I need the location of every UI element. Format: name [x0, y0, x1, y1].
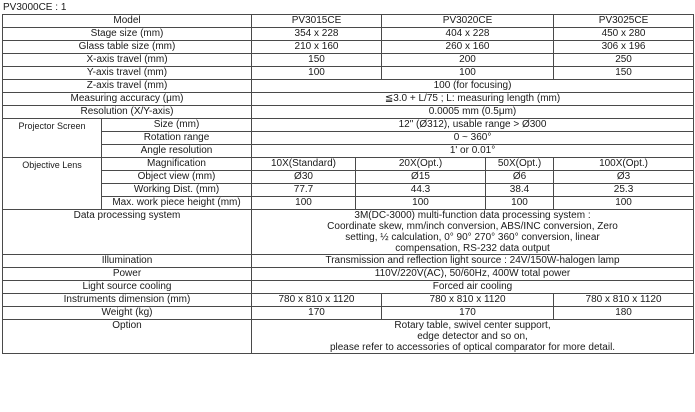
model-header: PV3015CE — [252, 15, 382, 28]
cell-value: 170 — [252, 307, 382, 320]
description-line: 3M(DC-3000) multi-function data processing system : — [354, 210, 591, 221]
cell-value: 100 — [252, 197, 356, 210]
table-row-cooling — [3, 281, 694, 294]
table-row-model — [3, 15, 694, 28]
row-label: Max. work piece height (mm) — [102, 197, 252, 210]
cell-value: 100 — [554, 197, 694, 210]
row-label: Power — [3, 268, 252, 281]
description-line: Coordinate skew, mm/inch conversion, ABS/INC conversion, Zero — [327, 221, 618, 232]
cell-value: 250 — [554, 54, 694, 67]
cell-value: 25.3 — [554, 184, 694, 197]
cell-value: 10X(Standard) — [252, 158, 356, 171]
specification-table — [2, 14, 694, 354]
row-label: Instruments dimension (mm) — [3, 294, 252, 307]
cell-value: 780 x 810 x 1120 — [252, 294, 382, 307]
cell-value: ≦3.0 + L/75 ; L: measuring length (mm) — [252, 93, 694, 106]
table-row-z-travel — [3, 80, 694, 93]
table-row-resolution — [3, 106, 694, 119]
cell-value: 100 — [486, 197, 554, 210]
row-label: Measuring accuracy (μm) — [3, 93, 252, 106]
cell-value: Forced air cooling — [252, 281, 694, 294]
cell-value: 0 ~ 360° — [252, 132, 694, 145]
cell-value: 0.0005 mm (0.5μm) — [252, 106, 694, 119]
row-label: X-axis travel (mm) — [3, 54, 252, 67]
row-label: Weight (kg) — [3, 307, 252, 320]
cell-value: 150 — [554, 67, 694, 80]
row-label: Rotation range — [102, 132, 252, 145]
cell-value: 100 — [382, 67, 554, 80]
description-line: edge detector and so on, — [417, 331, 528, 342]
table-row-object-view — [3, 171, 694, 184]
row-label: Stage size (mm) — [3, 28, 252, 41]
cell-value: 210 x 160 — [252, 41, 382, 54]
cell-value: 780 x 810 x 1120 — [382, 294, 554, 307]
description-line: Rotary table, swivel center support, — [394, 320, 551, 331]
cell-value: 150 — [252, 54, 382, 67]
table-row-accuracy — [3, 93, 694, 106]
cell-value: 12" (Ø312), usable range > Ø300 — [252, 119, 694, 132]
row-label: Working Dist. (mm) — [102, 184, 252, 197]
cell-value: Ø30 — [252, 171, 356, 184]
cell-value: 200 — [382, 54, 554, 67]
cell-value: 44.3 — [356, 184, 486, 197]
table-row-magnification — [3, 158, 694, 171]
table-row-power — [3, 268, 694, 281]
table-row-x-travel — [3, 54, 694, 67]
cell-value: Ø6 — [486, 171, 554, 184]
cell-value: 38.4 — [486, 184, 554, 197]
table-row-angle-resolution — [3, 145, 694, 158]
table-row-y-travel — [3, 67, 694, 80]
table-row-illumination — [3, 255, 694, 268]
cell-value: 780 x 810 x 1120 — [554, 294, 694, 307]
cell-value: Transmission and reflection light source : 24V/150W-halogen lamp — [252, 255, 694, 268]
cell-value: 20X(Opt.) — [356, 158, 486, 171]
cell-value: 110V/220V(AC), 50/60Hz, 400W total power — [252, 268, 694, 281]
description-line: compensation, RS-232 data output — [395, 243, 550, 254]
row-label: Option — [3, 320, 252, 354]
group-label-projector-screen: Projector Screen — [3, 119, 102, 158]
group-label-objective-lens: Objective Lens — [3, 158, 102, 210]
table-row-weight — [3, 307, 694, 320]
row-label: Z-axis travel (mm) — [3, 80, 252, 93]
row-label: Resolution (X/Y-axis) — [3, 106, 252, 119]
table-row-glass-table — [3, 41, 694, 54]
table-row-screen-size — [3, 119, 694, 132]
table-row-stage-size — [3, 28, 694, 41]
cell-value: 100 (for focusing) — [252, 80, 694, 93]
data-processing-description — [252, 210, 694, 255]
document-caption: PV3000CE : 1 — [3, 2, 67, 13]
model-header: PV3020CE — [382, 15, 554, 28]
row-label: Angle resolution — [102, 145, 252, 158]
description-line: setting, ½ calculation, 0° 90° 270° 360° conversion, linear — [345, 232, 600, 243]
option-description — [252, 320, 694, 354]
row-label: Data processing system — [3, 210, 252, 255]
row-label: Illumination — [3, 255, 252, 268]
row-label: Model — [3, 15, 252, 28]
description-line: please refer to accessories of optical comparator for more detail. — [329, 342, 616, 353]
row-label: Magnification — [102, 158, 252, 171]
table-row-rotation — [3, 132, 694, 145]
table-row-working-dist — [3, 184, 694, 197]
cell-value: 1' or 0.01° — [252, 145, 694, 158]
cell-value: 100 — [252, 67, 382, 80]
row-label: Size (mm) — [102, 119, 252, 132]
cell-value: 306 x 196 — [554, 41, 694, 54]
cell-value: 180 — [554, 307, 694, 320]
row-label: Y-axis travel (mm) — [3, 67, 252, 80]
cell-value: 100 — [356, 197, 486, 210]
row-label: Glass table size (mm) — [3, 41, 252, 54]
row-label: Object view (mm) — [102, 171, 252, 184]
cell-value: 354 x 228 — [252, 28, 382, 41]
cell-value: 77.7 — [252, 184, 356, 197]
table-row-max-height — [3, 197, 694, 210]
table-row-data-processing — [3, 210, 694, 255]
row-label: Light source cooling — [3, 281, 252, 294]
cell-value: 260 x 160 — [382, 41, 554, 54]
cell-value: Ø3 — [554, 171, 694, 184]
cell-value: 100X(Opt.) — [554, 158, 694, 171]
table-row-option — [3, 320, 694, 354]
table-row-dimension — [3, 294, 694, 307]
cell-value: Ø15 — [356, 171, 486, 184]
cell-value: 170 — [382, 307, 554, 320]
cell-value: 404 x 228 — [382, 28, 554, 41]
model-header: PV3025CE — [554, 15, 694, 28]
cell-value: 50X(Opt.) — [486, 158, 554, 171]
cell-value: 450 x 280 — [554, 28, 694, 41]
